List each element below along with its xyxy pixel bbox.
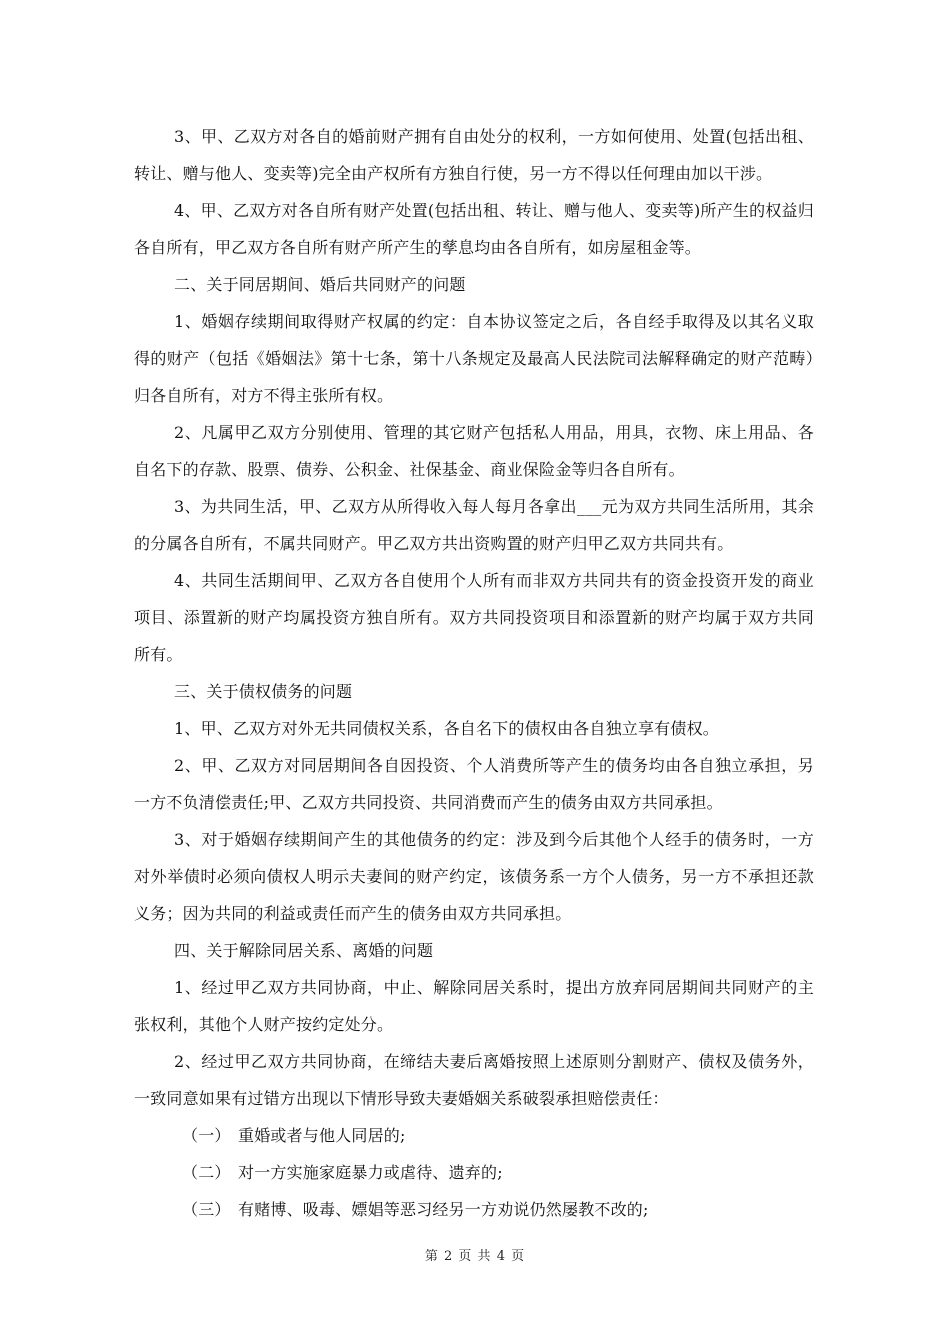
paragraph: 4、甲、乙双方对各自所有财产处置(包括出租、转让、赠与他人、变卖等)所产生的权益归各自所有，甲乙双方各自所有财产所产生的孳息均由各自所有，如房屋租金等。 [134, 201, 814, 257]
list-item-text: 重婚或者与他人同居的; [238, 1126, 406, 1145]
paragraph: 3、为共同生活，甲、乙双方从所得收入每人每月各拿出___元为双方共同生活所用，其余的分属各自所有，不属共同财产。甲乙双方共出资购置的财产归甲乙双方共同共有。 [134, 497, 814, 553]
list-item-text: 对一方实施家庭暴力或虐待、遗弃的; [238, 1163, 503, 1182]
paragraph: 4、共同生活期间甲、乙双方各自使用个人所有而非双方共同共有的资金投资开发的商业项目、添置新的财产均属投资方独自所有。双方共同投资项目和添置新的财产均属于双方共同所有。 [134, 571, 814, 664]
page-footer: 第 2 页 共 4 页 [424, 1249, 526, 1264]
list-item-text: 有赌博、吸毒、嫖娼等恶习经另一方劝说仍然屡教不改的; [238, 1200, 649, 1219]
list-item-number: （二） [182, 1163, 231, 1182]
list-item-number: （一） [182, 1126, 231, 1145]
list-item-number: （三） [182, 1200, 231, 1219]
document-body [134, 118, 814, 1228]
list-item [134, 1117, 814, 1154]
paragraph: 1、甲、乙双方对外无共同债权关系，各自名下的债权由各自独立享有债权。 [174, 719, 719, 738]
paragraph: 2、经过甲乙双方共同协商，在缔结夫妻后离婚按照上述原则分割财产、债权及债务外，一致同意如果有过错方出现以下情形导致夫妻婚姻关系破裂承担赔偿责任： [134, 1052, 814, 1108]
paragraph: 3、对于婚姻存续期间产生的其他债务的约定：涉及到今后其他个人经手的债务时，一方对外举债时必须向债权人明示夫妻间的财产约定，该债务系一方个人债务，另一方不承担还款义务；因为共同的利益或责任而产生的债务由双方共同承担。 [134, 830, 814, 923]
paragraph: 1、经过甲乙双方共同协商，中止、解除同居关系时，提出方放弃同居期间共同财产的主张权利，其他个人财产按约定处分。 [134, 978, 814, 1034]
section-heading: 四、关于解除同居关系、离婚的问题 [174, 941, 434, 960]
section-heading: 三、关于债权债务的问题 [174, 682, 353, 701]
list-item [134, 1191, 814, 1228]
section-heading: 二、关于同居期间、婚后共同财产的问题 [174, 275, 466, 294]
paragraph: 2、甲、乙双方对同居期间各自因投资、个人消费所等产生的债务均由各自独立承担，另一方不负清偿责任;甲、乙双方共同投资、共同消费而产生的债务由双方共同承担。 [134, 756, 814, 812]
list-item [134, 1154, 814, 1191]
paragraph: 3、甲、乙双方对各自的婚前财产拥有自由处分的权利，一方如何使用、处置(包括出租、转让、赠与他人、变卖等)完全由产权所有方独自行使，另一方不得以任何理由加以干涉。 [134, 127, 814, 183]
paragraph: 1、婚姻存续期间取得财产权属的约定：自本协议签定之后，各自经手取得及以其名义取得的财产（包括《婚姻法》第十七条，第十八条规定及最高人民法院司法解释确定的财产范畴）归各自所有，对方不得主张所有权。 [134, 312, 814, 405]
paragraph: 2、凡属甲乙双方分别使用、管理的其它财产包括私人用品，用具，衣物、床上用品、各自名下的存款、股票、债券、公积金、社保基金、商业保险金等归各自所有。 [134, 423, 814, 479]
